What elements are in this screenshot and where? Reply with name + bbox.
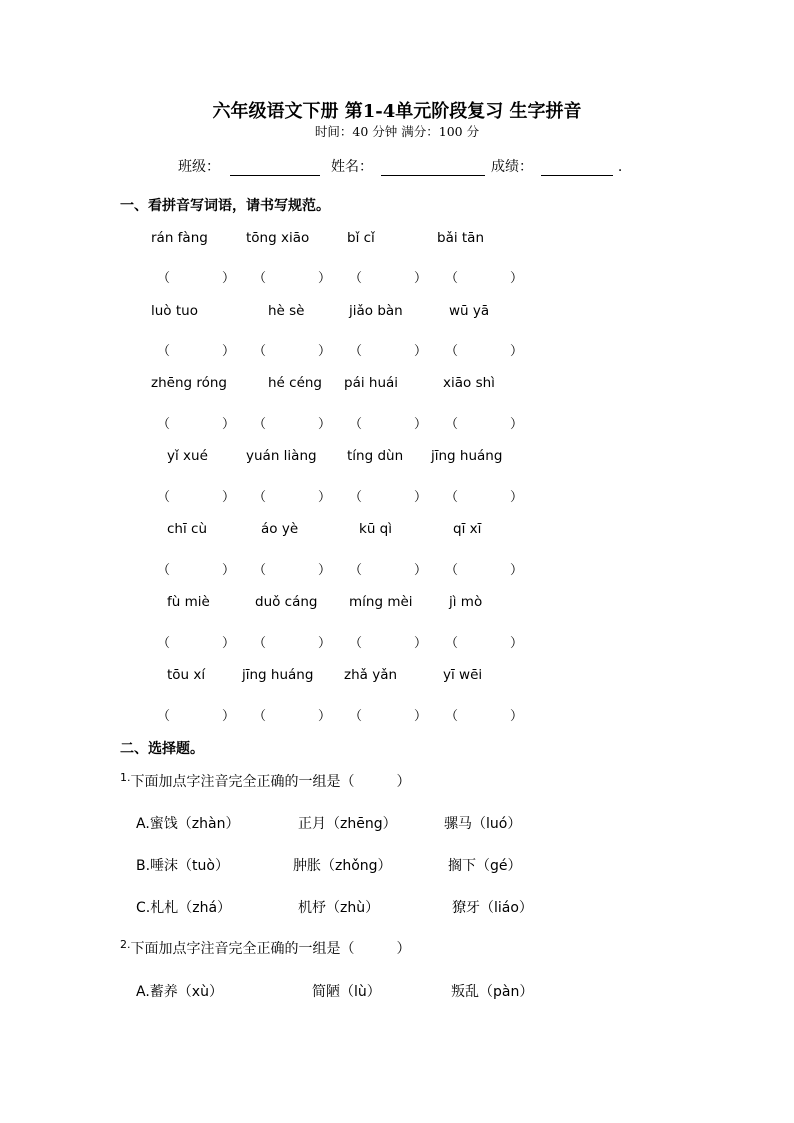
answer-blank[interactable]: （ ） (253, 563, 332, 578)
pinyin-word: kū qì (359, 521, 392, 537)
answer-blank[interactable]: （ ） (157, 709, 236, 724)
answer-blank[interactable]: （ ） (349, 709, 428, 724)
pinyin-word: chī cù (167, 521, 207, 537)
pinyin-word: tōu xí (167, 667, 206, 683)
option-b-1[interactable]: B.唾沫（tuò） (136, 858, 229, 874)
pinyin-word: luò tuo (151, 303, 198, 319)
answer-blank[interactable]: （ ） (253, 490, 332, 505)
score-label: 成绩： (491, 159, 533, 175)
pinyin-word: hè sè (268, 303, 305, 319)
pinyin-word: tōng xiāo (246, 230, 310, 246)
answer-blank[interactable]: （ ） (445, 563, 524, 578)
pinyin-word: bǎi tān (437, 230, 485, 246)
name-field[interactable] (331, 156, 485, 176)
pinyin-word: tíng dùn (347, 448, 404, 464)
answer-blank[interactable]: （ ） (349, 417, 428, 432)
pinyin-word: pái huái (344, 375, 399, 391)
option-a-1[interactable]: A.蓄养（xù） (136, 984, 223, 1000)
section1-title: 一、看拼音写词语，请书写规范。 (120, 198, 330, 214)
answer-blank[interactable]: （ ） (253, 344, 332, 359)
option-b-3[interactable]: 搁下（gé） (448, 858, 522, 874)
question-number: 1. (120, 771, 131, 784)
question-text: 下面加点字注音完全正确的一组是（ ） (130, 774, 411, 790)
answer-blank[interactable]: （ ） (445, 636, 524, 651)
page-subtitle: 时间：40 分钟 满分：100 分 (314, 124, 480, 139)
answer-blank[interactable]: （ ） (253, 636, 332, 651)
option-b-2[interactable]: 肿胀（zhǒng） (293, 858, 392, 874)
pinyin-word: yǐ xué (167, 448, 208, 464)
question-text: 下面加点字注音完全正确的一组是（ ） (130, 941, 411, 957)
pinyin-word: jīng huáng (242, 667, 314, 683)
answer-blank[interactable]: （ ） (349, 563, 428, 578)
answer-blank[interactable]: （ ） (253, 709, 332, 724)
score-blank[interactable] (541, 161, 613, 176)
pinyin-word: duǒ cáng (255, 594, 318, 610)
pinyin-word: rán fàng (151, 230, 208, 246)
option-c-2[interactable]: 机杼（zhù） (298, 900, 380, 916)
pinyin-word: zhēng róng (151, 375, 228, 391)
pinyin-word: xiāo shì (443, 375, 495, 391)
answer-blank[interactable]: （ ） (349, 636, 428, 651)
score-field[interactable] (491, 156, 622, 176)
pinyin-word: qī xī (453, 521, 482, 537)
question-1 (120, 771, 411, 791)
class-field[interactable] (178, 156, 320, 176)
answer-blank[interactable]: （ ） (445, 344, 524, 359)
answer-blank[interactable]: （ ） (445, 709, 524, 724)
pinyin-word: bǐ cǐ (347, 230, 375, 246)
class-blank[interactable] (230, 161, 320, 176)
question-2 (120, 938, 411, 958)
answer-blank[interactable]: （ ） (253, 271, 332, 286)
answer-blank[interactable]: （ ） (253, 417, 332, 432)
option-a-3[interactable]: 叛乱（pàn） (451, 984, 534, 1000)
pinyin-word: áo yè (261, 521, 299, 537)
pinyin-word: jì mò (449, 594, 483, 610)
end-mark: . (617, 159, 623, 175)
option-a-2[interactable]: 正月（zhēng） (298, 816, 397, 832)
name-label: 姓名： (331, 159, 373, 175)
option-c-3[interactable]: 獠牙（liáo） (452, 900, 533, 916)
pinyin-word: fù miè (167, 594, 210, 610)
answer-blank[interactable]: （ ） (445, 417, 524, 432)
option-a-1[interactable]: A.蜜饯（zhàn） (136, 816, 240, 832)
option-a-2[interactable]: 简陋（lù） (312, 984, 381, 1000)
pinyin-word: jīng huáng (431, 448, 503, 464)
section2-title: 二、选择题。 (120, 741, 204, 757)
pinyin-word: wū yā (449, 303, 490, 319)
answer-blank[interactable]: （ ） (349, 490, 428, 505)
pinyin-word: yuán liàng (246, 448, 317, 464)
answer-blank[interactable]: （ ） (349, 344, 428, 359)
answer-blank[interactable]: （ ） (445, 271, 524, 286)
option-c-1[interactable]: C.札札（zhá） (136, 900, 232, 916)
pinyin-word: hé céng (268, 375, 323, 391)
pinyin-word: jiǎo bàn (349, 303, 403, 319)
pinyin-word: yī wēi (443, 667, 483, 683)
pinyin-word: míng mèi (349, 594, 413, 610)
answer-blank[interactable]: （ ） (157, 271, 236, 286)
page-title: 六年级语文下册 第1-4单元阶段复习 生字拼音 (212, 101, 582, 122)
question-number: 2. (120, 938, 131, 951)
class-label: 班级： (178, 159, 220, 175)
pinyin-word: zhǎ yǎn (344, 667, 398, 683)
answer-blank[interactable]: （ ） (157, 344, 236, 359)
answer-blank[interactable]: （ ） (445, 490, 524, 505)
answer-blank[interactable]: （ ） (157, 636, 236, 651)
answer-blank[interactable]: （ ） (157, 563, 236, 578)
answer-blank[interactable]: （ ） (157, 490, 236, 505)
answer-blank[interactable]: （ ） (349, 271, 428, 286)
answer-blank[interactable]: （ ） (157, 417, 236, 432)
name-blank[interactable] (381, 161, 485, 176)
option-a-3[interactable]: 骡马（luó） (444, 816, 522, 832)
